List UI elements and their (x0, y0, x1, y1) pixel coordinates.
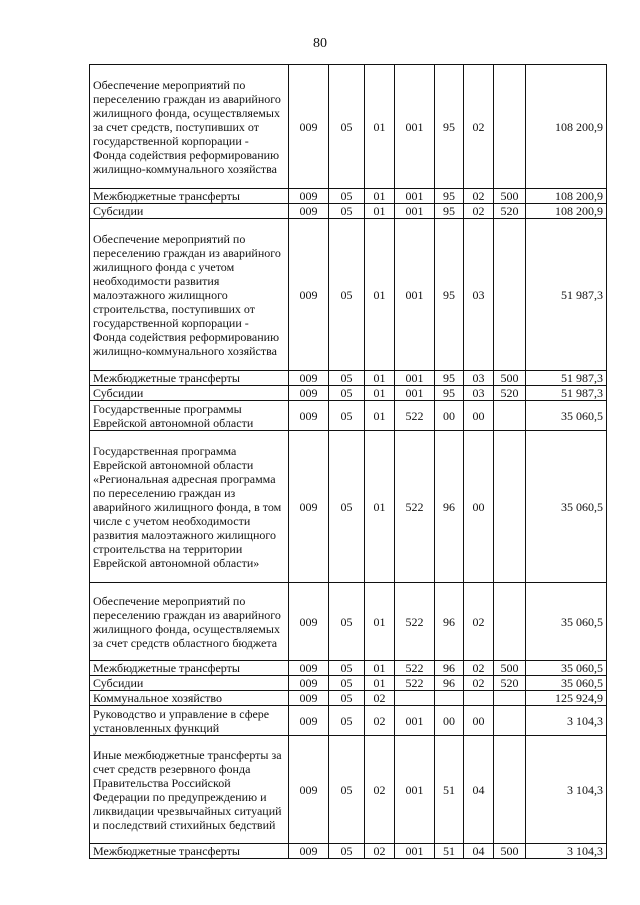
amount: 3 104,3 (526, 736, 607, 844)
target-article-code-1: 001 (395, 706, 435, 736)
amount: 51 987,3 (526, 219, 607, 371)
expense-type-code: 500 (494, 371, 526, 386)
ministry-code: 009 (289, 401, 329, 431)
target-article-code-1: 001 (395, 189, 435, 204)
target-article-code-2 (435, 691, 464, 706)
ministry-code: 009 (289, 371, 329, 386)
subsection-code: 01 (365, 676, 395, 691)
subsection-code: 02 (365, 706, 395, 736)
subsection-code: 01 (365, 65, 395, 189)
row-name: Государственные программы Еврейской автономной области (90, 401, 289, 431)
row-name: Обеспечение мероприятий по переселению граждан из аварийного жилищного фонда, осуществляемых за счет средств, поступивших от государственной корпорации - Фонда содействия реформированию жилищно-коммунального хозяйства (90, 65, 289, 189)
target-article-code-3: 02 (464, 189, 494, 204)
subsection-code: 01 (365, 219, 395, 371)
target-article-code-2: 95 (435, 189, 464, 204)
row-name: Обеспечение мероприятий по переселению граждан из аварийного жилищного фонда, осуществляемых за счет средств областного бюджета (90, 583, 289, 661)
expense-type-code: 500 (494, 661, 526, 676)
target-article-code-2: 95 (435, 204, 464, 219)
ministry-code: 009 (289, 844, 329, 859)
target-article-code-1: 001 (395, 204, 435, 219)
target-article-code-2: 96 (435, 431, 464, 583)
table-row (90, 386, 607, 401)
subsection-code: 02 (365, 691, 395, 706)
ministry-code: 009 (289, 431, 329, 583)
amount: 51 987,3 (526, 371, 607, 386)
section-code: 05 (329, 386, 365, 401)
row-name: Межбюджетные трансферты (90, 844, 289, 859)
section-code: 05 (329, 204, 365, 219)
expense-type-code (494, 219, 526, 371)
section-code: 05 (329, 401, 365, 431)
subsection-code: 01 (365, 401, 395, 431)
table-row (90, 371, 607, 386)
row-name: Субсидии (90, 386, 289, 401)
row-name: Коммунальное хозяйство (90, 691, 289, 706)
amount: 108 200,9 (526, 65, 607, 189)
table-row (90, 661, 607, 676)
amount: 125 924,9 (526, 691, 607, 706)
target-article-code-3: 03 (464, 371, 494, 386)
expense-type-code (494, 583, 526, 661)
budget-table-body (90, 65, 607, 859)
amount: 3 104,3 (526, 706, 607, 736)
table-row (90, 583, 607, 661)
target-article-code-1: 522 (395, 431, 435, 583)
expense-type-code: 500 (494, 189, 526, 204)
target-article-code-1: 001 (395, 219, 435, 371)
row-name: Иные межбюджетные трансферты за счет средств резервного фонда Правительства Российской Федерации по предупреждению и ликвидации чрезвычайных ситуаций и последствий стихийных бедствий (90, 736, 289, 844)
section-code: 05 (329, 676, 365, 691)
target-article-code-1: 001 (395, 65, 435, 189)
section-code: 05 (329, 65, 365, 189)
table-row (90, 736, 607, 844)
subsection-code: 02 (365, 736, 395, 844)
ministry-code: 009 (289, 691, 329, 706)
expense-type-code (494, 401, 526, 431)
ministry-code: 009 (289, 189, 329, 204)
expense-type-code (494, 65, 526, 189)
table-row (90, 431, 607, 583)
row-name: Межбюджетные трансферты (90, 661, 289, 676)
target-article-code-3: 04 (464, 844, 494, 859)
target-article-code-2: 96 (435, 583, 464, 661)
ministry-code: 009 (289, 204, 329, 219)
expense-type-code: 520 (494, 676, 526, 691)
section-code: 05 (329, 219, 365, 371)
target-article-code-3: 03 (464, 219, 494, 371)
amount: 108 200,9 (526, 204, 607, 219)
target-article-code-2: 95 (435, 386, 464, 401)
table-row (90, 691, 607, 706)
ministry-code: 009 (289, 219, 329, 371)
target-article-code-3: 00 (464, 401, 494, 431)
target-article-code-3: 00 (464, 431, 494, 583)
expense-type-code (494, 431, 526, 583)
row-name: Субсидии (90, 676, 289, 691)
subsection-code: 01 (365, 583, 395, 661)
target-article-code-1: 001 (395, 371, 435, 386)
table-row (90, 219, 607, 371)
target-article-code-3 (464, 691, 494, 706)
ministry-code: 009 (289, 706, 329, 736)
table-row (90, 401, 607, 431)
budget-table (89, 64, 607, 859)
amount: 3 104,3 (526, 844, 607, 859)
target-article-code-2: 96 (435, 676, 464, 691)
subsection-code: 01 (365, 371, 395, 386)
table-row (90, 844, 607, 859)
target-article-code-3: 02 (464, 65, 494, 189)
ministry-code: 009 (289, 736, 329, 844)
table-row (90, 676, 607, 691)
section-code: 05 (329, 736, 365, 844)
target-article-code-2: 51 (435, 736, 464, 844)
ministry-code: 009 (289, 676, 329, 691)
target-article-code-3: 02 (464, 676, 494, 691)
expense-type-code: 520 (494, 204, 526, 219)
section-code: 05 (329, 583, 365, 661)
section-code: 05 (329, 691, 365, 706)
target-article-code-1: 522 (395, 661, 435, 676)
subsection-code: 01 (365, 661, 395, 676)
target-article-code-2: 00 (435, 706, 464, 736)
amount: 35 060,5 (526, 401, 607, 431)
subsection-code: 01 (365, 189, 395, 204)
subsection-code: 01 (365, 431, 395, 583)
table-row (90, 706, 607, 736)
expense-type-code (494, 736, 526, 844)
target-article-code-2: 95 (435, 371, 464, 386)
target-article-code-2: 96 (435, 661, 464, 676)
target-article-code-3: 02 (464, 583, 494, 661)
row-name: Государственная программа Еврейской автономной области «Региональная адресная программа по переселению граждан из аварийного жилищного фонда, в том числе с учетом необходимости развития малоэтажного жилищного строительства на территории Еврейской автономной области» (90, 431, 289, 583)
expense-type-code (494, 706, 526, 736)
target-article-code-1 (395, 691, 435, 706)
amount: 108 200,9 (526, 189, 607, 204)
target-article-code-3: 03 (464, 386, 494, 401)
section-code: 05 (329, 431, 365, 583)
subsection-code: 02 (365, 844, 395, 859)
target-article-code-2: 95 (435, 65, 464, 189)
amount: 51 987,3 (526, 386, 607, 401)
target-article-code-1: 522 (395, 676, 435, 691)
section-code: 05 (329, 189, 365, 204)
target-article-code-1: 001 (395, 844, 435, 859)
ministry-code: 009 (289, 386, 329, 401)
amount: 35 060,5 (526, 583, 607, 661)
ministry-code: 009 (289, 65, 329, 189)
section-code: 05 (329, 844, 365, 859)
row-name: Субсидии (90, 204, 289, 219)
subsection-code: 01 (365, 386, 395, 401)
target-article-code-2: 95 (435, 219, 464, 371)
expense-type-code: 500 (494, 844, 526, 859)
target-article-code-1: 522 (395, 401, 435, 431)
section-code: 05 (329, 371, 365, 386)
target-article-code-3: 02 (464, 204, 494, 219)
target-article-code-3: 00 (464, 706, 494, 736)
table-row (90, 204, 607, 219)
section-code: 05 (329, 661, 365, 676)
subsection-code: 01 (365, 204, 395, 219)
table-row (90, 65, 607, 189)
amount: 35 060,5 (526, 661, 607, 676)
section-code: 05 (329, 706, 365, 736)
row-name: Обеспечение мероприятий по переселению граждан из аварийного жилищного фонда с учетом необходимости развития малоэтажного жилищного строительства, поступивших от государственной корпорации - Фонда содействия реформированию жилищно-коммунального хозяйства (90, 219, 289, 371)
target-article-code-2: 51 (435, 844, 464, 859)
ministry-code: 009 (289, 583, 329, 661)
target-article-code-1: 522 (395, 583, 435, 661)
target-article-code-1: 001 (395, 386, 435, 401)
target-article-code-3: 04 (464, 736, 494, 844)
target-article-code-3: 02 (464, 661, 494, 676)
expense-type-code: 520 (494, 386, 526, 401)
ministry-code: 009 (289, 661, 329, 676)
amount: 35 060,5 (526, 676, 607, 691)
row-name: Руководство и управление в сфере установленных функций (90, 706, 289, 736)
row-name: Межбюджетные трансферты (90, 371, 289, 386)
amount: 35 060,5 (526, 431, 607, 583)
target-article-code-2: 00 (435, 401, 464, 431)
table-row (90, 189, 607, 204)
page-number: 80 (313, 36, 327, 51)
expense-type-code (494, 691, 526, 706)
target-article-code-1: 001 (395, 736, 435, 844)
row-name: Межбюджетные трансферты (90, 189, 289, 204)
